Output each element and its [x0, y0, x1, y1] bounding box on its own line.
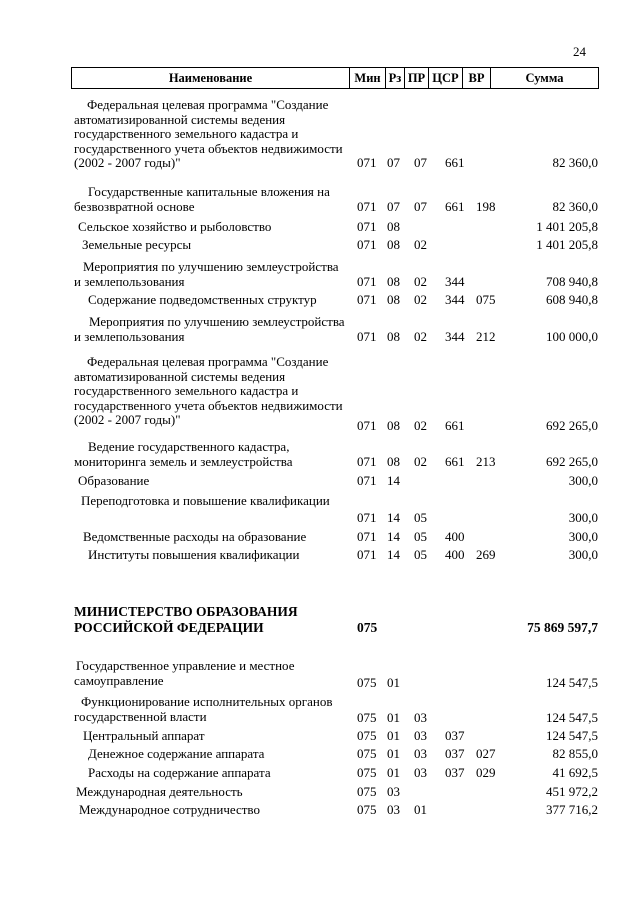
row-sum: 692 265,0 — [546, 454, 598, 469]
row-sum: 82 855,0 — [552, 746, 598, 761]
header-pr: ПР — [405, 68, 429, 88]
row-sum: 300,0 — [568, 510, 598, 525]
row-sum: 82 360,0 — [552, 155, 598, 170]
row-rz: 08 — [387, 454, 400, 469]
row-name: Расходы на содержание аппарата — [88, 765, 271, 780]
header-csr: ЦСР — [429, 68, 463, 88]
row-min: 071 — [357, 418, 377, 433]
row-vr: 269 — [476, 547, 496, 562]
row-vr: 198 — [476, 199, 496, 214]
row-sum: 608 940,8 — [546, 292, 598, 307]
row-rz: 08 — [387, 329, 400, 344]
row-rz: 03 — [387, 802, 400, 817]
row-sum: 41 692,5 — [552, 765, 598, 780]
row-name: Сельское хозяйство и рыболовство — [78, 219, 272, 234]
row-name: Международная деятельность — [76, 784, 243, 799]
row-min: 071 — [357, 547, 377, 562]
row-vr: 212 — [476, 329, 496, 344]
row-rz: 03 — [387, 784, 400, 799]
row-pr: 05 — [414, 510, 427, 525]
ministry-name: МИНИСТЕРСТВО ОБРАЗОВАНИЯ РОССИЙСКОЙ ФЕДЕРАЦИИ — [74, 604, 298, 635]
row-csr: 400 — [445, 547, 465, 562]
row-rz: 08 — [387, 219, 400, 234]
row-rz: 14 — [387, 547, 400, 562]
row-pr: 05 — [414, 529, 427, 544]
row-min: 075 — [357, 675, 377, 690]
row-min: 071 — [357, 292, 377, 307]
row-pr: 03 — [414, 765, 427, 780]
row-rz: 01 — [387, 675, 400, 690]
row-rz: 01 — [387, 710, 400, 725]
row-name: Мероприятия по улучшению землеустройства и землепользования — [74, 314, 345, 344]
row-rz: 08 — [387, 418, 400, 433]
row-sum: 124 547,5 — [546, 675, 598, 690]
row-min: 075 — [357, 728, 377, 743]
row-pr: 02 — [414, 454, 427, 469]
row-rz: 01 — [387, 746, 400, 761]
row-min: 071 — [357, 329, 377, 344]
row-rz: 08 — [387, 237, 400, 252]
row-pr: 02 — [414, 418, 427, 433]
row-name: Государственные капитальные вложения на безвозвратной основе — [74, 184, 330, 214]
row-min: 071 — [357, 529, 377, 544]
table-header — [71, 67, 599, 89]
row-name: Федеральная целевая программа "Создание автоматизированной системы ведения государственного земельного кадастра и государственного учета объектов недвижимости (2002 - 2007 годы)" — [74, 354, 343, 428]
row-min: 075 — [357, 765, 377, 780]
row-pr: 02 — [414, 274, 427, 289]
row-rz: 07 — [387, 199, 400, 214]
row-name: Государственное управление и местное самоуправление — [74, 658, 295, 688]
page-number: 24 — [573, 44, 586, 59]
row-sum: 124 547,5 — [546, 710, 598, 725]
row-min: 075 — [357, 620, 378, 635]
row-vr: 213 — [476, 454, 496, 469]
row-min: 071 — [357, 473, 377, 488]
row-name: Международное сотрудничество — [79, 802, 260, 817]
row-pr: 07 — [414, 199, 427, 214]
row-min: 071 — [357, 237, 377, 252]
row-sum: 1 401 205,8 — [536, 219, 598, 234]
row-pr: 03 — [414, 710, 427, 725]
row-csr: 037 — [445, 728, 465, 743]
row-csr: 661 — [445, 454, 465, 469]
row-name: Федеральная целевая программа "Создание автоматизированной системы ведения государственного земельного кадастра и государственного учета объектов недвижимости (2002 - 2007 годы)" — [74, 97, 343, 171]
header-min: Мин — [350, 68, 386, 88]
row-pr: 02 — [414, 237, 427, 252]
row-pr: 03 — [414, 746, 427, 761]
header-sum: Сумма — [525, 70, 564, 85]
row-min: 075 — [357, 802, 377, 817]
row-name: Земельные ресурсы — [82, 237, 192, 252]
row-csr: 037 — [445, 746, 465, 761]
row-sum: 300,0 — [568, 473, 598, 488]
row-name: Переподготовка и повышение квалификации — [81, 493, 330, 508]
row-sum: 100 000,0 — [546, 329, 598, 344]
row-vr: 075 — [476, 292, 496, 307]
row-rz: 14 — [387, 510, 400, 525]
row-pr: 05 — [414, 547, 427, 562]
row-csr: 661 — [445, 199, 465, 214]
row-min: 075 — [357, 746, 377, 761]
row-rz: 14 — [387, 473, 400, 488]
row-sum: 451 972,2 — [546, 784, 598, 799]
row-pr: 02 — [414, 292, 427, 307]
row-pr: 03 — [414, 728, 427, 743]
row-sum: 300,0 — [568, 547, 598, 562]
row-csr: 400 — [445, 529, 465, 544]
row-sum: 708 940,8 — [546, 274, 598, 289]
row-vr: 027 — [476, 746, 496, 761]
row-csr: 661 — [445, 418, 465, 433]
row-sum: 1 401 205,8 — [536, 237, 598, 252]
row-vr: 029 — [476, 765, 496, 780]
row-min: 071 — [357, 199, 377, 214]
row-csr: 344 — [445, 292, 465, 307]
row-min: 071 — [357, 510, 377, 525]
row-rz: 08 — [387, 292, 400, 307]
row-sum: 377 716,2 — [546, 802, 598, 817]
row-csr: 344 — [445, 329, 465, 344]
row-min: 071 — [357, 454, 377, 469]
row-pr: 02 — [414, 329, 427, 344]
row-min: 071 — [357, 155, 377, 170]
row-name: Мероприятия по улучшению землеустройства и землепользования — [74, 259, 339, 289]
row-min: 071 — [357, 274, 377, 289]
row-sum: 124 547,5 — [546, 728, 598, 743]
row-name: Ведение государственного кадастра, мониторинга земель и землеустройства — [74, 439, 293, 469]
row-name: Содержание подведомственных структур — [88, 292, 317, 307]
row-sum: 692 265,0 — [546, 418, 598, 433]
row-rz: 07 — [387, 155, 400, 170]
row-name: Образование — [78, 473, 150, 488]
row-rz: 01 — [387, 728, 400, 743]
row-name: Ведомственные расходы на образование — [83, 529, 307, 544]
row-csr: 037 — [445, 765, 465, 780]
header-vr: ВР — [463, 68, 491, 88]
row-sum: 82 360,0 — [552, 199, 598, 214]
row-sum: 300,0 — [568, 529, 598, 544]
row-name: Функционирование исполнительных органов государственной власти — [74, 694, 333, 724]
row-min: 071 — [357, 219, 377, 234]
row-pr: 07 — [414, 155, 427, 170]
row-rz: 01 — [387, 765, 400, 780]
row-rz: 14 — [387, 529, 400, 544]
row-csr: 344 — [445, 274, 465, 289]
row-name: Институты повышения квалификации — [88, 547, 300, 562]
header-rz: Рз — [386, 68, 405, 88]
row-rz: 08 — [387, 274, 400, 289]
row-name: Центральный аппарат — [83, 728, 205, 743]
row-sum: 75 869 597,7 — [527, 620, 598, 635]
row-csr: 661 — [445, 155, 465, 170]
header-name: Наименование — [72, 68, 350, 88]
row-pr: 01 — [414, 802, 427, 817]
row-name: Денежное содержание аппарата — [88, 746, 265, 761]
row-min: 075 — [357, 710, 377, 725]
row-min: 075 — [357, 784, 377, 799]
